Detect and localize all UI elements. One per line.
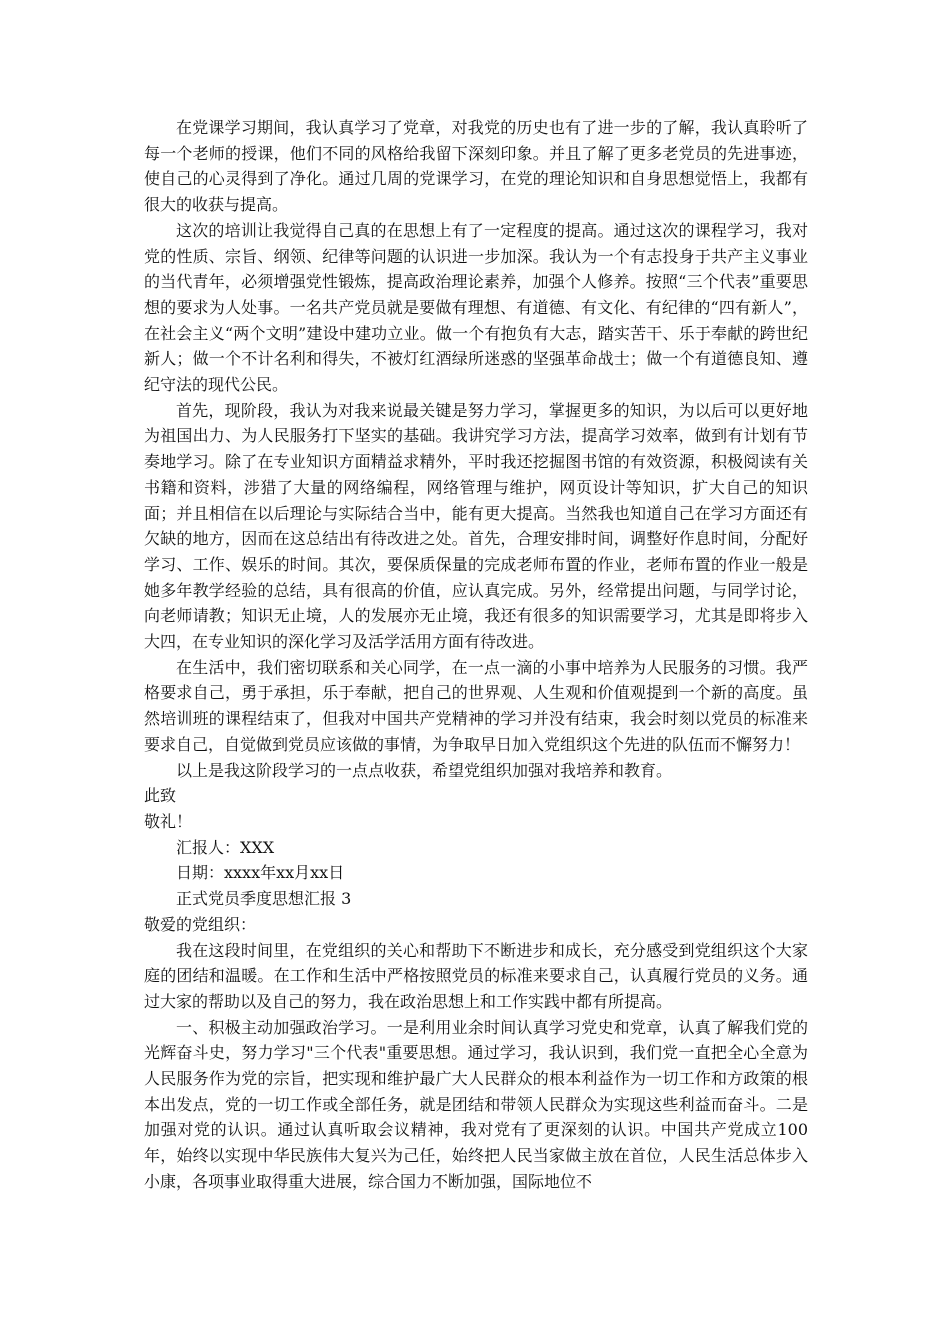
document-body xyxy=(144,115,808,1195)
paragraph-1: 在党课学习期间，我认真学习了党章，对我党的历史也有了进一步的了解，我认真聆听了每一个老师的授课，他们不同的风格给我留下深刻印象。并且了解了更多老党员的先进事迹，使自己的心灵得到了净化。通过几周的党课学习，在党的理论知识和自身思想觉悟上，我都有很大的收获与提高。 xyxy=(144,118,808,215)
salutation: 敬爱的党组织： xyxy=(144,914,257,934)
paragraph-4: 在生活中，我们密切联系和关心同学，在一点一滴的小事中培养为人民服务的习惯。我严格要求自己，勇于承担，乐于奉献，把自己的世界观、人生观和价值观提到一个新的高度。虽然培训班的课程结束了，但我对中国共产党精神的学习并没有结束，我会时刻以党员的标准来要求自己，自觉做到党员应该做的事情，为争取早日加入党组织这个先进的队伍而不懈努力！ xyxy=(144,657,808,754)
paragraph-2: 这次的培训让我觉得自己真的在思想上有了一定程度的提高。通过这次的课程学习，我对党的性质、宗旨、纲领、纪律等问题的认识进一步加深。我认为一个有志投身于共产主义事业的当代青年，必须增强党性锻炼，提高政治理论素养，加强个人修养。按照“三个代表”重要思想的要求为人处事。一名共产党员就是要做有理想、有道德、有文化、有纪律的“四有新人”，在社会主义“两个文明”建设中建功立业。做一个有抱负有大志，踏实苦干、乐于奉献的跨世纪新人；做一个不计名利和得失，不被灯红酒绿所迷惑的坚强革命战士；做一个有道德良知、遵纪守法的现代公民。 xyxy=(144,220,808,395)
paragraph-7: 一、积极主动加强政治学习。一是利用业余时间认真学习党史和党章，认真了解我们党的光辉奋斗史，努力学习"三个代表"重要思想。通过学习，我认识到，我们党一直把全心全意为人民服务作为党的宗旨，把实现和维护最广大人民群众的根本利益作为一切工作和方政策的根本出发点，党的一切工作或全部任务，就是团结和带领人民群众为实现这些利益而奋斗。二是加强对党的认识。通过认真听取会议精神，我对党有了更深刻的认识。中国共产党成立100年，始终以实现中华民族伟大复兴为己任，始终把人民当家做主放在首位，人民生活总体步入小康，各项事业取得重大进展，综合国力不断加强，国际地位不 xyxy=(144,1017,808,1191)
date-line: 日期：xxxx年xx月xx日 xyxy=(176,863,345,883)
section-title: 正式党员季度思想汇报 3 xyxy=(176,889,352,909)
closing-ci-zhi: 此致 xyxy=(144,786,177,806)
reporter-line: 汇报人：XXX xyxy=(176,837,275,857)
paragraph-3: 首先，现阶段，我认为对我来说最关键是努力学习，掌握更多的知识，为以后可以更好地为祖国出力、为人民服务打下坚实的基础。我讲究学习方法，提高学习效率，做到有计划有节奏地学习。除了在专业知识方面精益求精外，平时我还挖掘图书馆的有效资源，积极阅读有关书籍和资料，涉猎了大量的网络编程，网络管理与维护，网页设计等知识，扩大自己的知识面；并且相信在以后理论与实际结合当中，能有更大提高。当然我也知道自己在学习方面还有欠缺的地方，因而在这总结出有待改进之处。首先，合理安排时间，调整好作息时间，分配好学习、工作、娱乐的时间。其次，要保质保量的完成老师布置的作业，老师布置的作业一般是她多年教学经验的总结，具有很高的价值，应认真完成。另外，经常提出问题，与同学讨论，向老师请教；知识无止境，人的发展亦无止境，我还有很多的知识需要学习，尤其是即将步入大四，在专业知识的深化学习及活学活用方面有待改进。 xyxy=(144,400,808,652)
paragraph-6: 我在这段时间里，在党组织的关心和帮助下不断进步和成长，充分感受到党组织这个大家庭的团结和温暖。在工作和生活中严格按照党员的标准来要求自己，认真履行党员的义务。通过大家的帮助以及自己的努力，我在政治思想上和工作实践中都有所提高。 xyxy=(144,940,808,1011)
paragraph-5: 以上是我这阶段学习的一点点收获，希望党组织加强对我培养和教育。 xyxy=(176,760,673,780)
closing-jing-li: 敬礼！ xyxy=(144,811,193,831)
